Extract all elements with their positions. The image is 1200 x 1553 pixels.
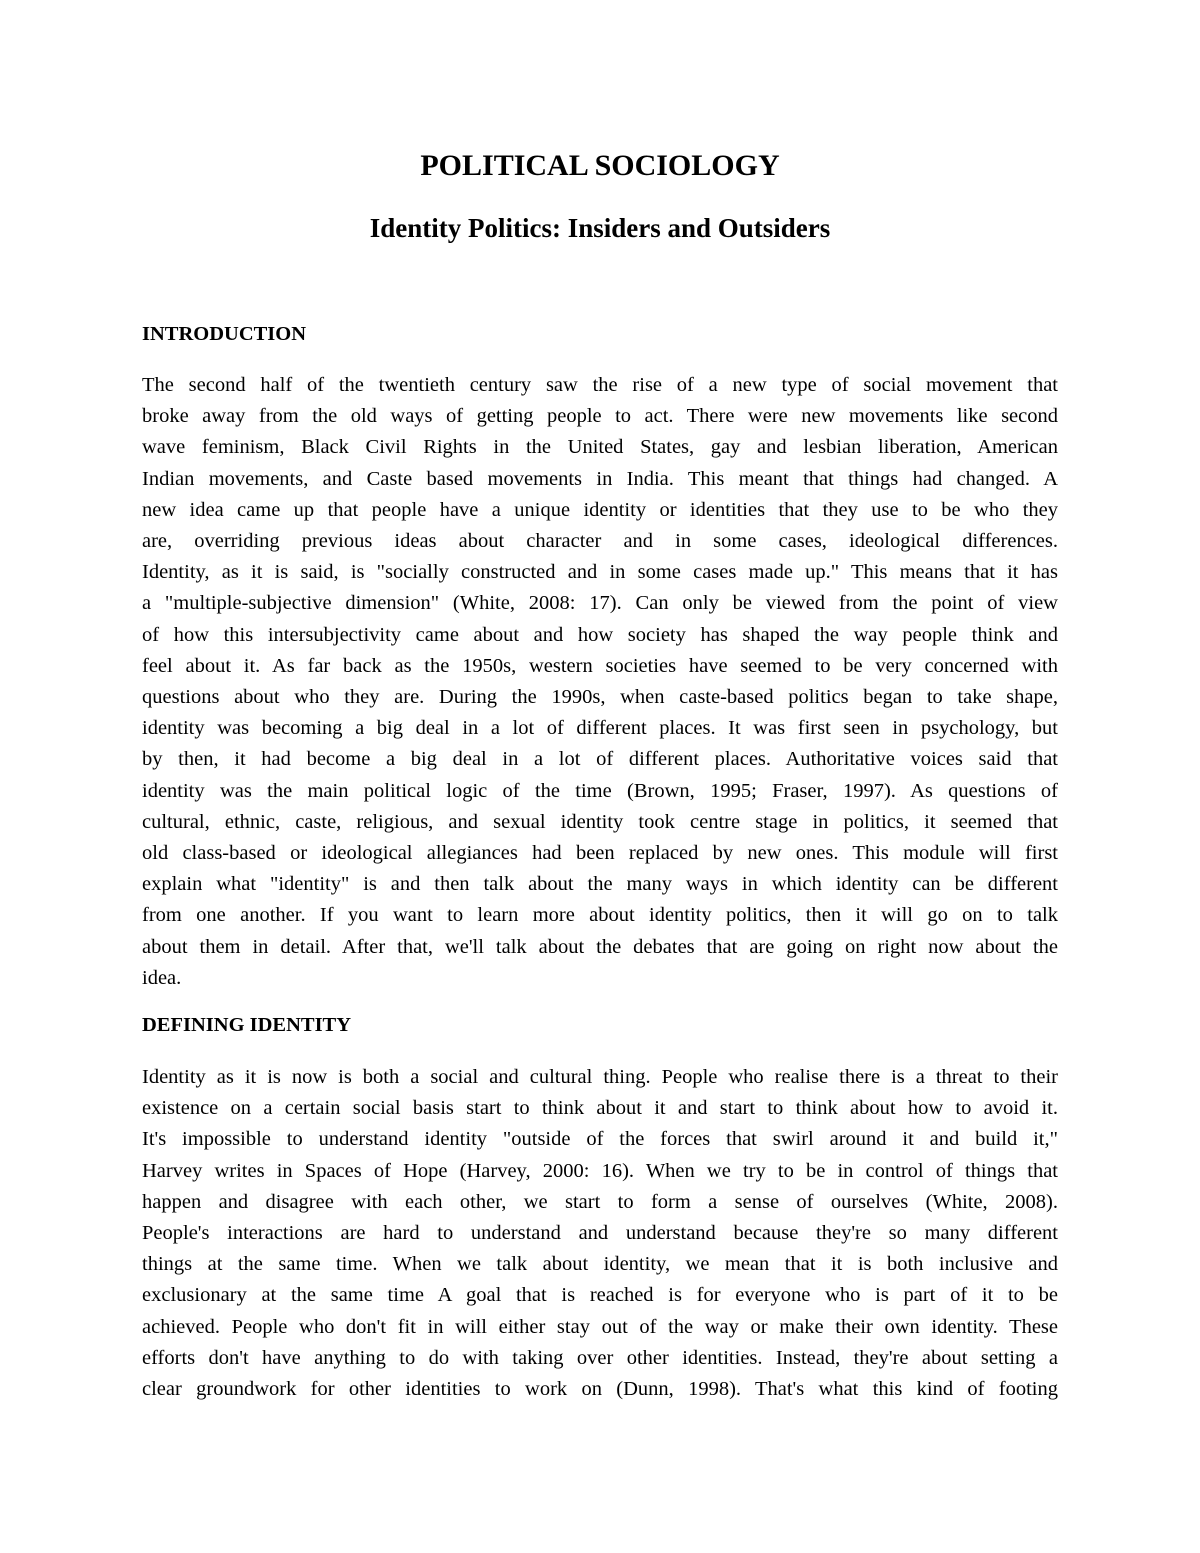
text-line: The second half of the twentieth century saw the rise of a new type of social movement that <box>142 374 1058 396</box>
text-line: idea. <box>142 966 182 989</box>
text-line: It's impossible to understand identity "outside of the forces that swirl around it and build it," <box>142 1128 1058 1151</box>
text-line: achieved. People who don't fit in will either stay out of the way or make their own identity. These <box>142 1315 1058 1338</box>
text-line: things at the same time. When we talk about identity, we mean that it is both inclusive and <box>142 1253 1058 1276</box>
text-line: questions about who they are. During the 1990s, when caste-based politics began to take shape, <box>142 686 1058 709</box>
text-line: broke away from the old ways of getting people to act. There were new movements like second <box>142 405 1058 428</box>
text-line: a "multiple-subjective dimension" (White, 2008: 17). Can only be viewed from the point of view <box>142 592 1058 615</box>
section-heading-introduction: INTRODUCTION <box>142 323 307 345</box>
text-line: Identity, as it is said, is "socially constructed and in some cases made up." This means that it has <box>142 561 1058 584</box>
introduction-paragraph <box>142 370 1058 994</box>
text-line: old class-based or ideological allegiances had been replaced by new ones. This module will first <box>142 842 1058 865</box>
defining-identity-paragraph <box>142 1062 1058 1405</box>
text-line: from one another. If you want to learn more about identity politics, then it will go on to talk <box>142 904 1058 927</box>
text-line: happen and disagree with each other, we start to form a sense of ourselves (White, 2008). <box>142 1190 1058 1213</box>
text-line: existence on a certain social basis start to think about it and start to think about how to avoid it. <box>142 1097 1058 1120</box>
section-heading-defining-identity: DEFINING IDENTITY <box>142 1014 352 1036</box>
text-line: by then, it had become a big deal in a lot of different places. Authoritative voices said that <box>142 748 1058 771</box>
text-line: Harvey writes in Spaces of Hope (Harvey, 2000: 16). When we try to be in control of things that <box>142 1159 1058 1182</box>
text-line: explain what "identity" is and then talk about the many ways in which identity can be different <box>142 873 1058 896</box>
text-line: feel about it. As far back as the 1950s, western societies have seemed to be very concerned with <box>142 654 1058 677</box>
text-line: Indian movements, and Caste based movements in India. This meant that things had changed. A <box>142 467 1058 490</box>
text-line: efforts don't have anything to do with taking over other identities. Instead, they're about setting a <box>142 1346 1058 1369</box>
text-line: exclusionary at the same time A goal that is reached is for everyone who is part of it to be <box>142 1284 1058 1307</box>
text-line: Identity as it is now is both a social and cultural thing. People who realise there is a threat to their <box>142 1066 1058 1088</box>
text-line: People's interactions are hard to understand and understand because they're so many different <box>142 1222 1058 1245</box>
text-line: are, overriding previous ideas about character and in some cases, ideological differences. <box>142 530 1058 553</box>
text-line: cultural, ethnic, caste, religious, and sexual identity took centre stage in politics, it seemed that <box>142 810 1058 833</box>
text-line: identity was becoming a big deal in a lot of different places. It was first seen in psychology, but <box>142 717 1058 740</box>
document-title: POLITICAL SOCIOLOGY <box>420 149 780 182</box>
text-line: clear groundwork for other identities to work on (Dunn, 1998). That's what this kind of footing <box>142 1378 1058 1401</box>
text-line: wave feminism, Black Civil Rights in the United States, gay and lesbian liberation, American <box>142 436 1058 459</box>
text-line: of how this intersubjectivity came about and how society has shaped the way people think and <box>142 623 1058 646</box>
text-line: identity was the main political logic of the time (Brown, 1995; Fraser, 1997). As questions of <box>142 779 1058 802</box>
text-line: about them in detail. After that, we'll talk about the debates that are going on right now about the <box>142 935 1058 958</box>
text-line: new idea came up that people have a unique identity or identities that they use to be who they <box>142 498 1058 521</box>
document-subtitle: Identity Politics: Insiders and Outsiders <box>369 213 831 243</box>
